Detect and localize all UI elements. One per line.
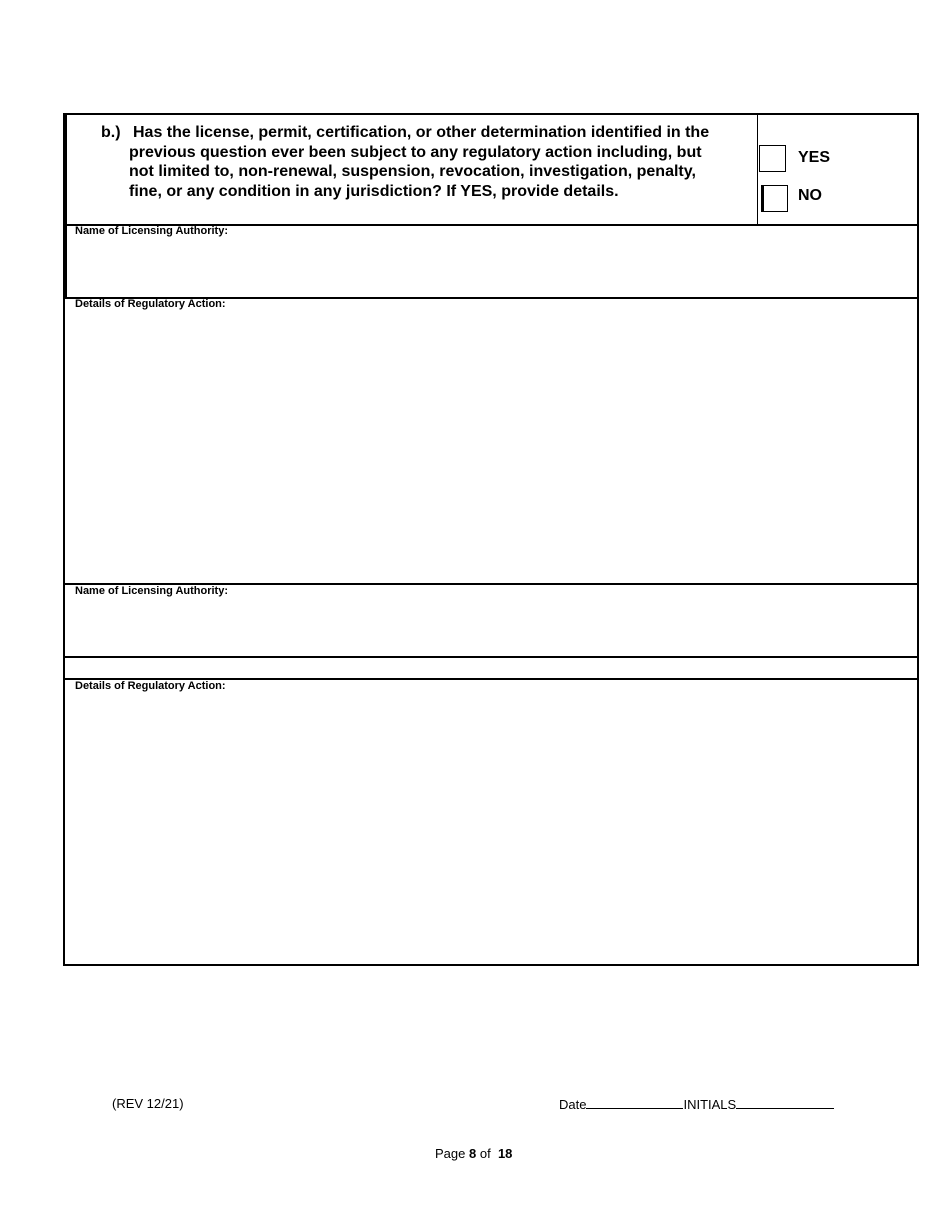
page-total: 18 xyxy=(497,1146,513,1161)
authority-label-1: Name of Licensing Authority: xyxy=(75,225,228,237)
yes-label: YES xyxy=(798,149,831,166)
initials-blank[interactable] xyxy=(736,1095,834,1109)
details-label-1: Details of Regulatory Action: xyxy=(75,298,226,310)
question-line-4: fine, or any condition in any jurisdiction? If YES, provide details. xyxy=(129,182,619,200)
question-line-1: Has the license, permit, certification, or other determination identified in the xyxy=(133,124,710,141)
row-divider-4 xyxy=(63,656,919,658)
date-blank[interactable] xyxy=(586,1095,683,1109)
authority-field-1[interactable] xyxy=(67,240,917,296)
page-number xyxy=(435,1146,512,1161)
no-label: NO xyxy=(798,187,822,204)
date-label: Date xyxy=(559,1097,587,1112)
question-number: b.) xyxy=(101,124,121,141)
details-label-2: Details of Regulatory Action: xyxy=(75,680,226,692)
details-field-1[interactable] xyxy=(65,314,917,582)
question-line-2: previous question ever been subject to any regulatory action including, but xyxy=(129,143,702,161)
authority-label-2: Name of Licensing Authority: xyxy=(75,585,228,597)
question-text xyxy=(101,123,751,201)
date-initials-line xyxy=(559,1095,834,1112)
revision-label: (REV 12/21) xyxy=(112,1096,184,1111)
question-divider xyxy=(757,113,758,225)
authority-field-2[interactable] xyxy=(65,600,917,655)
yes-checkbox[interactable] xyxy=(759,145,786,172)
details-field-2[interactable] xyxy=(65,696,917,964)
page-current: 8 xyxy=(469,1146,477,1161)
page-prefix: Page xyxy=(435,1146,466,1161)
question-line-3: not limited to, non-renewal, suspension, revocation, investigation, penalty, xyxy=(129,163,696,180)
no-checkbox[interactable] xyxy=(761,185,788,212)
page-of: of xyxy=(479,1146,491,1161)
initials-label: INITIALS xyxy=(683,1097,737,1112)
